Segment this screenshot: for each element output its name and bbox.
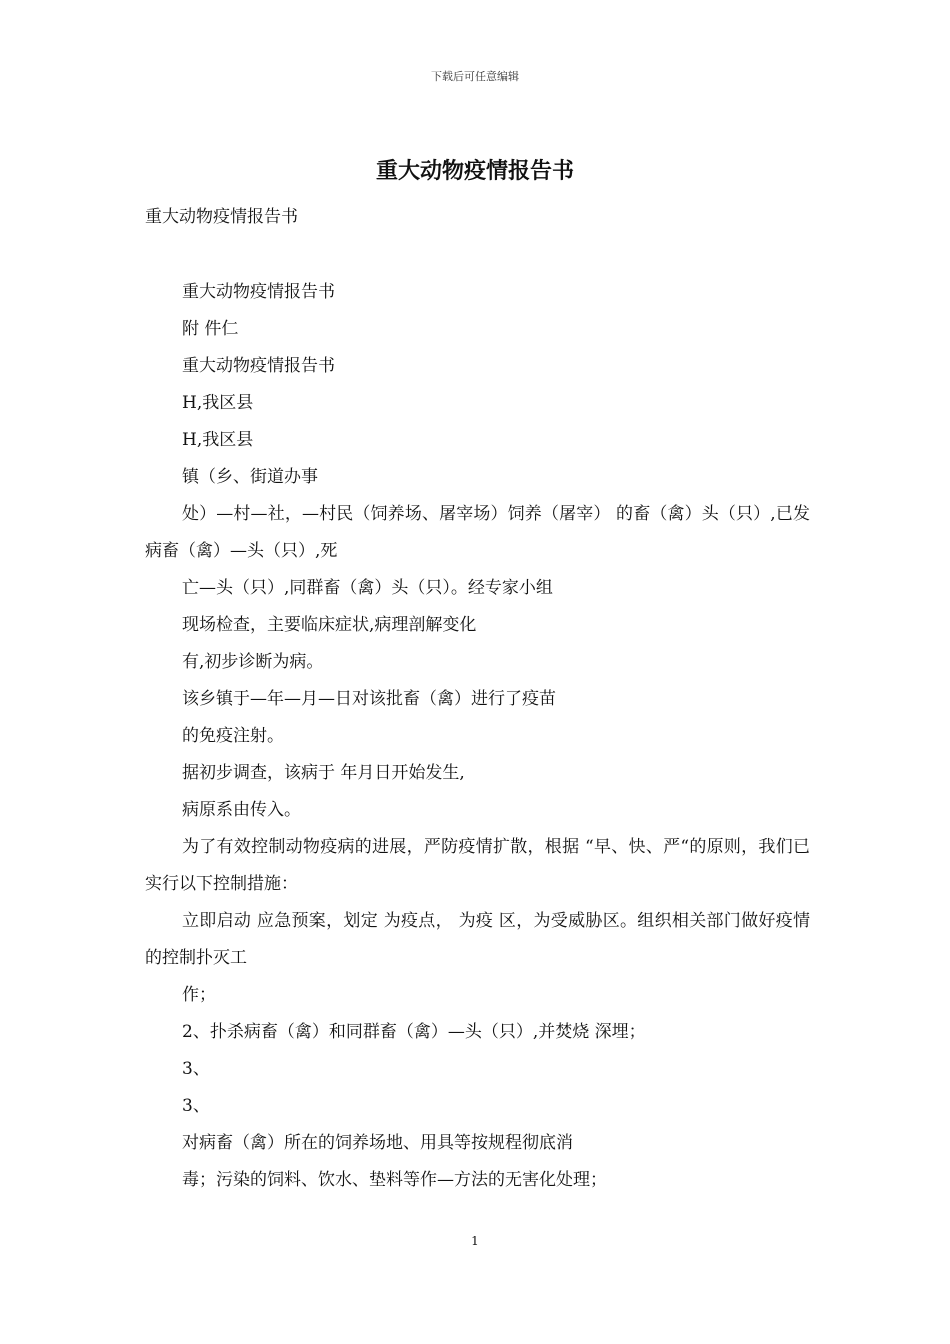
document-title: 重大动物疫情报告书 xyxy=(375,158,574,184)
body-line: H,我区县 xyxy=(182,393,254,413)
body-line: H,我区县 xyxy=(182,430,254,450)
body-line: 镇（乡、街道办事 xyxy=(182,467,318,487)
body-line: 有,初步诊断为病。 xyxy=(182,652,324,672)
body-line: 重大动物疫情报告书 xyxy=(182,356,335,376)
body-line: 毒；污染的饲料、饮水、垫料等作—方法的无害化处理； xyxy=(182,1170,607,1190)
body-line: 3、 xyxy=(182,1059,210,1079)
body-paragraph: 立即启动 应急预案，划定 为疫点， 为疫 区，为受威胁区。组织相关部门做好疫情的控制扑灭工 xyxy=(145,911,810,968)
body-line: 的免疫注射。 xyxy=(182,726,284,746)
body-line: 据初步调查，该病于 年月日开始发生, xyxy=(182,763,465,783)
page-number: 1 xyxy=(471,1234,479,1248)
body-line: 3、 xyxy=(182,1096,210,1116)
body-line: 对病畜（禽）所在的饲养场地、用具等按规程彻底消 xyxy=(182,1133,573,1153)
body-paragraph: 为了有效控制动物疫病的进展，严防疫情扩散，根据 “早、快、严“的原则，我们已实行以下控制措施： xyxy=(145,837,810,894)
body-line: 重大动物疫情报告书 xyxy=(182,282,335,302)
header-note: 下载后可任意编辑 xyxy=(431,70,519,83)
body-line: 附 件仁 xyxy=(182,319,239,339)
body-line: 现场检查，主要临床症状,病理剖解变化 xyxy=(182,615,477,635)
document-body xyxy=(145,274,810,1199)
body-line: 2、扑杀病畜（禽）和同群畜（禽）—头（只）,并焚烧 深埋； xyxy=(182,1022,646,1042)
body-line: 病原系由传入。 xyxy=(182,800,301,820)
body-line: 亡—头（只）,同群畜（禽）头（只）。经专家小组 xyxy=(182,578,553,598)
body-line: 作； xyxy=(182,985,216,1005)
body-paragraph: 处）—村—社，—村民（饲养场、屠宰场）饲养（屠宰） 的畜（禽）头（只）,已发病畜（禽）—头（只）,死 xyxy=(145,504,810,561)
document-subtitle: 重大动物疫情报告书 xyxy=(145,207,298,227)
body-line: 该乡镇于—年—月—日对该批畜（禽）进行了疫苗 xyxy=(182,689,556,709)
